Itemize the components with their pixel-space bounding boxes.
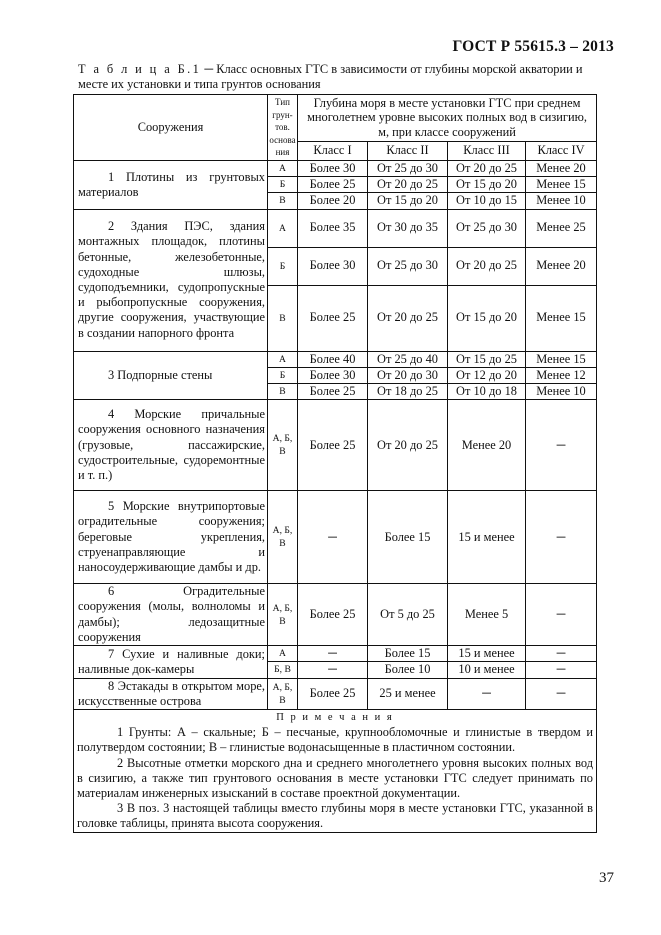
value-cell: От 25 до 30 <box>368 160 448 176</box>
table-row <box>74 400 597 491</box>
value-cell: Более 15 <box>368 646 448 662</box>
structure-name: 3 Подпорные стены <box>74 351 268 400</box>
header-row <box>74 95 597 142</box>
header-structures: Сооружения <box>74 95 268 161</box>
structure-name: 7 Сухие и наливные доки; наливные док-камеры <box>74 646 268 678</box>
value-cell: От 20 до 30 <box>368 367 448 383</box>
value-cell: ─ <box>448 678 526 709</box>
page-number: 37 <box>599 870 614 886</box>
value-cell: Менее 10 <box>526 383 597 399</box>
value-cell: Более 25 <box>298 584 368 646</box>
value-cell: Менее 15 <box>526 177 597 193</box>
header-soil-type-line: ния <box>275 147 290 158</box>
soil-type: В <box>268 285 298 351</box>
header-class: Класс III <box>448 141 526 160</box>
value-cell: От 30 до 35 <box>368 209 448 247</box>
notes-cell <box>74 710 597 833</box>
header-class: Класс II <box>368 141 448 160</box>
soil-type: А, Б, В <box>268 400 298 491</box>
header-class: Класс IV <box>526 141 597 160</box>
value-cell: ─ <box>526 662 597 678</box>
value-cell: ─ <box>298 646 368 662</box>
structure-name: 4 Морские причальные сооружения основного назначения (грузовые, пассажирские, судостроительные, судоремонтные и т. п.) <box>74 400 268 491</box>
value-cell: Менее 10 <box>526 193 597 209</box>
value-cell: Более 30 <box>298 247 368 285</box>
value-cell: Более 35 <box>298 209 368 247</box>
value-cell: Более 25 <box>298 177 368 193</box>
structure-name: 1 Плотины из грунтовых материалов <box>74 160 268 209</box>
soil-type: А <box>268 209 298 247</box>
header-class: Класс I <box>298 141 368 160</box>
document-designation: ГОСТ Р 55615.3 – 2013 <box>452 38 614 55</box>
soil-type: Б <box>268 177 298 193</box>
structure-name: 8 Эстакады в открытом море, искусственные острова <box>74 678 268 709</box>
value-cell: Менее 20 <box>526 247 597 285</box>
structure-name: 5 Морские внутрипортовые оградительные сооружения; береговые укрепления, струенаправляющие и наносоудерживающие дамбы и др. <box>74 491 268 584</box>
value-cell: 10 и менее <box>448 662 526 678</box>
value-cell: Более 30 <box>298 367 368 383</box>
value-cell: Более 15 <box>368 491 448 584</box>
soil-type: А, Б, В <box>268 678 298 709</box>
header-soil-type-line: основа <box>269 134 296 145</box>
value-cell: ─ <box>526 400 597 491</box>
value-cell: От 25 до 30 <box>448 209 526 247</box>
value-cell: ─ <box>526 491 597 584</box>
table-caption <box>78 62 598 91</box>
value-cell: Менее 20 <box>448 400 526 491</box>
value-cell: От 18 до 25 <box>368 383 448 399</box>
soil-type: А <box>268 646 298 662</box>
soil-type: Б <box>268 367 298 383</box>
soil-type: А, Б, В <box>268 491 298 584</box>
structure-name: 6 Оградительные сооружения (молы, волноломы и дамбы); ледозащитные сооружения <box>74 584 268 646</box>
value-cell: От 20 до 25 <box>368 285 448 351</box>
soil-type: А <box>268 160 298 176</box>
value-cell: От 20 до 25 <box>448 247 526 285</box>
value-cell: От 15 до 20 <box>448 285 526 351</box>
notes-row <box>74 710 597 833</box>
value-cell: От 20 до 25 <box>368 400 448 491</box>
value-cell: Более 25 <box>298 285 368 351</box>
notes-title: П р и м е ч а н и я <box>276 712 394 723</box>
value-cell: От 20 до 25 <box>368 177 448 193</box>
table-row <box>74 646 597 662</box>
value-cell: От 20 до 25 <box>448 160 526 176</box>
table-row <box>74 491 597 584</box>
value-cell: От 25 до 40 <box>368 351 448 367</box>
soil-type: Б <box>268 247 298 285</box>
table-row <box>74 209 597 247</box>
header-soil-type-line: грун- <box>272 109 293 120</box>
header-soil-type <box>268 95 298 161</box>
table-row <box>74 584 597 646</box>
value-cell: 15 и менее <box>448 646 526 662</box>
value-cell: Менее 12 <box>526 367 597 383</box>
value-cell: Менее 15 <box>526 285 597 351</box>
value-cell: 25 и менее <box>368 678 448 709</box>
classification-table <box>73 94 597 833</box>
soil-type: В <box>268 383 298 399</box>
value-cell: От 15 до 20 <box>368 193 448 209</box>
value-cell: Менее 5 <box>448 584 526 646</box>
value-cell: 15 и менее <box>448 491 526 584</box>
value-cell: От 25 до 30 <box>368 247 448 285</box>
soil-type: А <box>268 351 298 367</box>
table-row <box>74 678 597 709</box>
value-cell: Более 25 <box>298 383 368 399</box>
value-cell: От 10 до 15 <box>448 193 526 209</box>
value-cell: Более 25 <box>298 400 368 491</box>
soil-type: В <box>268 193 298 209</box>
note-item: 3 В поз. 3 настоящей таблицы вместо глубины моря в месте установки ГТС, указанной в головке таблицы, принята высота сооружения. <box>77 801 594 831</box>
table-caption-label: Т а б л и ц а Б.1 <box>78 62 202 76</box>
structure-name: 2 Здания ПЭС, здания монтажных площадок, плотины бетонные, железобетонные, судоходные шлюзы, судоподъемники, судопропускные и рыбопропускные сооружения, другие сооружения, участвующие в создании напорного фронта <box>74 209 268 351</box>
soil-type: Б, В <box>268 662 298 678</box>
value-cell: ─ <box>298 491 368 584</box>
value-cell: ─ <box>526 646 597 662</box>
value-cell: От 15 до 25 <box>448 351 526 367</box>
value-cell: От 10 до 18 <box>448 383 526 399</box>
value-cell: ─ <box>526 678 597 709</box>
value-cell: От 5 до 25 <box>368 584 448 646</box>
note-item: 1 Грунты: А – скальные; Б – песчаные, крупнообломочные и глинистые в твердом и полутвердом состоянии; В – глинистые водонасыщенные в пластичном состоянии. <box>77 725 594 755</box>
value-cell: Более 30 <box>298 160 368 176</box>
soil-type: А, Б, В <box>268 584 298 646</box>
value-cell: Более 10 <box>368 662 448 678</box>
header-soil-type-line: тов. <box>275 122 290 133</box>
note-item: 2 Высотные отметки морского дна и среднего многолетнего уровня высоких полных вод в сизигию, а также тип грунтового основания в месте установки ГТС следует принимать по материалам инженерных изысканий в составе проектной документации. <box>77 755 594 801</box>
value-cell: Более 40 <box>298 351 368 367</box>
value-cell: От 15 до 20 <box>448 177 526 193</box>
value-cell: ─ <box>526 584 597 646</box>
table-row <box>74 160 597 176</box>
value-cell: Более 25 <box>298 678 368 709</box>
value-cell: Менее 20 <box>526 160 597 176</box>
value-cell: ─ <box>298 662 368 678</box>
value-cell: Более 20 <box>298 193 368 209</box>
value-cell: Менее 25 <box>526 209 597 247</box>
table-caption-text: ─ Класс основных ГТС в зависимости от глубины морской акватории и месте их установки и типа грунтов основания <box>78 62 583 91</box>
header-depth: Глубина моря в месте установки ГТС при среднем многолетнем уровне высоких полных вод в сизигию, м, при классе сооружений <box>298 95 597 142</box>
table-row <box>74 351 597 367</box>
header-soil-type-line: Тип <box>275 97 290 107</box>
value-cell: Менее 15 <box>526 351 597 367</box>
value-cell: От 12 до 20 <box>448 367 526 383</box>
